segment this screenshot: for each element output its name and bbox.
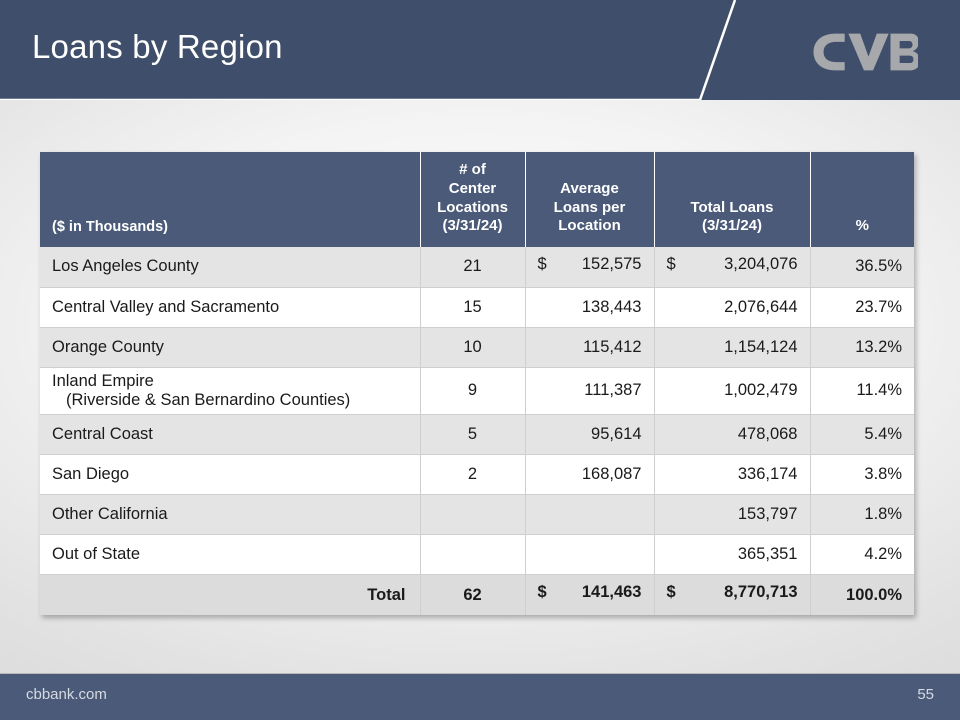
row-percent: 3.8%: [810, 455, 914, 495]
row-percent: 4.2%: [810, 535, 914, 575]
table-row: [40, 455, 914, 495]
row-total-loans: 336,174: [654, 455, 810, 495]
row-percent: 1.8%: [810, 495, 914, 535]
row-average-loans: [525, 535, 654, 575]
row-average-loans: 168,087: [525, 455, 654, 495]
row-average-loans: [525, 495, 654, 535]
row-percent: 5.4%: [810, 415, 914, 455]
row-region: Central Valley and Sacramento: [40, 287, 420, 327]
header-percent: %: [810, 152, 914, 247]
page-title: Loans by Region: [32, 28, 283, 65]
table-row: [40, 495, 914, 535]
loans-by-region-table-container: [40, 152, 914, 615]
currency-symbol: $: [666, 583, 676, 602]
table-total-row: [40, 575, 914, 615]
row-average-loans: $ 152,575: [525, 247, 654, 287]
row-total-loans: 153,797: [654, 495, 810, 535]
row-region: Orange County: [40, 327, 420, 367]
row-average-loans: 95,614: [525, 415, 654, 455]
row-total-loans: $ 3,204,076: [654, 247, 810, 287]
table-header-row: [40, 152, 914, 247]
currency-symbol: $: [537, 583, 547, 602]
total-percent: 100.0%: [810, 575, 914, 615]
table-row: [40, 415, 914, 455]
row-region: Inland Empire (Riverside & San Bernardino Counties): [40, 367, 420, 415]
row-percent: 11.4%: [810, 367, 914, 415]
row-locations: 10: [420, 327, 525, 367]
row-percent: 36.5%: [810, 247, 914, 287]
currency-symbol: $: [666, 254, 676, 273]
row-total-loans: 1,002,479: [654, 367, 810, 415]
table-body: [40, 247, 914, 615]
row-locations: 2: [420, 455, 525, 495]
row-locations: 21: [420, 247, 525, 287]
loans-by-region-table: [40, 152, 914, 615]
header-units-label: ($ in Thousands): [40, 152, 420, 247]
row-average-loans: 111,387: [525, 367, 654, 415]
total-locations: 62: [420, 575, 525, 615]
table-row: [40, 535, 914, 575]
row-locations: [420, 495, 525, 535]
header-total-loans: Total Loans (3/31/24): [654, 152, 810, 247]
total-total-loans: $ 8,770,713: [654, 575, 810, 615]
row-total-loans: 365,351: [654, 535, 810, 575]
table-row: [40, 247, 914, 287]
cvb-logo-icon: [808, 28, 918, 76]
slide-footer: [0, 674, 960, 720]
row-region: Other California: [40, 495, 420, 535]
total-average-loans: $ 141,463: [525, 575, 654, 615]
row-region: Out of State: [40, 535, 420, 575]
row-region: Los Angeles County: [40, 247, 420, 287]
row-locations: 15: [420, 287, 525, 327]
currency-symbol: $: [537, 254, 547, 273]
row-region: San Diego: [40, 455, 420, 495]
footer-website: cbbank.com: [26, 686, 107, 703]
header-center-locations: # of Center Locations (3/31/24): [420, 152, 525, 247]
row-average-loans: 115,412: [525, 327, 654, 367]
row-region: Central Coast: [40, 415, 420, 455]
header-average-loans-per-location: Average Loans per Location: [525, 152, 654, 247]
table-row: [40, 327, 914, 367]
row-percent: 23.7%: [810, 287, 914, 327]
row-total-loans: 1,154,124: [654, 327, 810, 367]
total-label: Total: [40, 575, 420, 615]
row-total-loans: 478,068: [654, 415, 810, 455]
slide-header: [0, 0, 960, 100]
row-locations: [420, 535, 525, 575]
row-average-loans: 138,443: [525, 287, 654, 327]
row-locations: 9: [420, 367, 525, 415]
row-locations: 5: [420, 415, 525, 455]
row-total-loans: 2,076,644: [654, 287, 810, 327]
table-row: [40, 287, 914, 327]
table-row: [40, 367, 914, 415]
row-percent: 13.2%: [810, 327, 914, 367]
footer-page-number: 55: [917, 686, 934, 703]
